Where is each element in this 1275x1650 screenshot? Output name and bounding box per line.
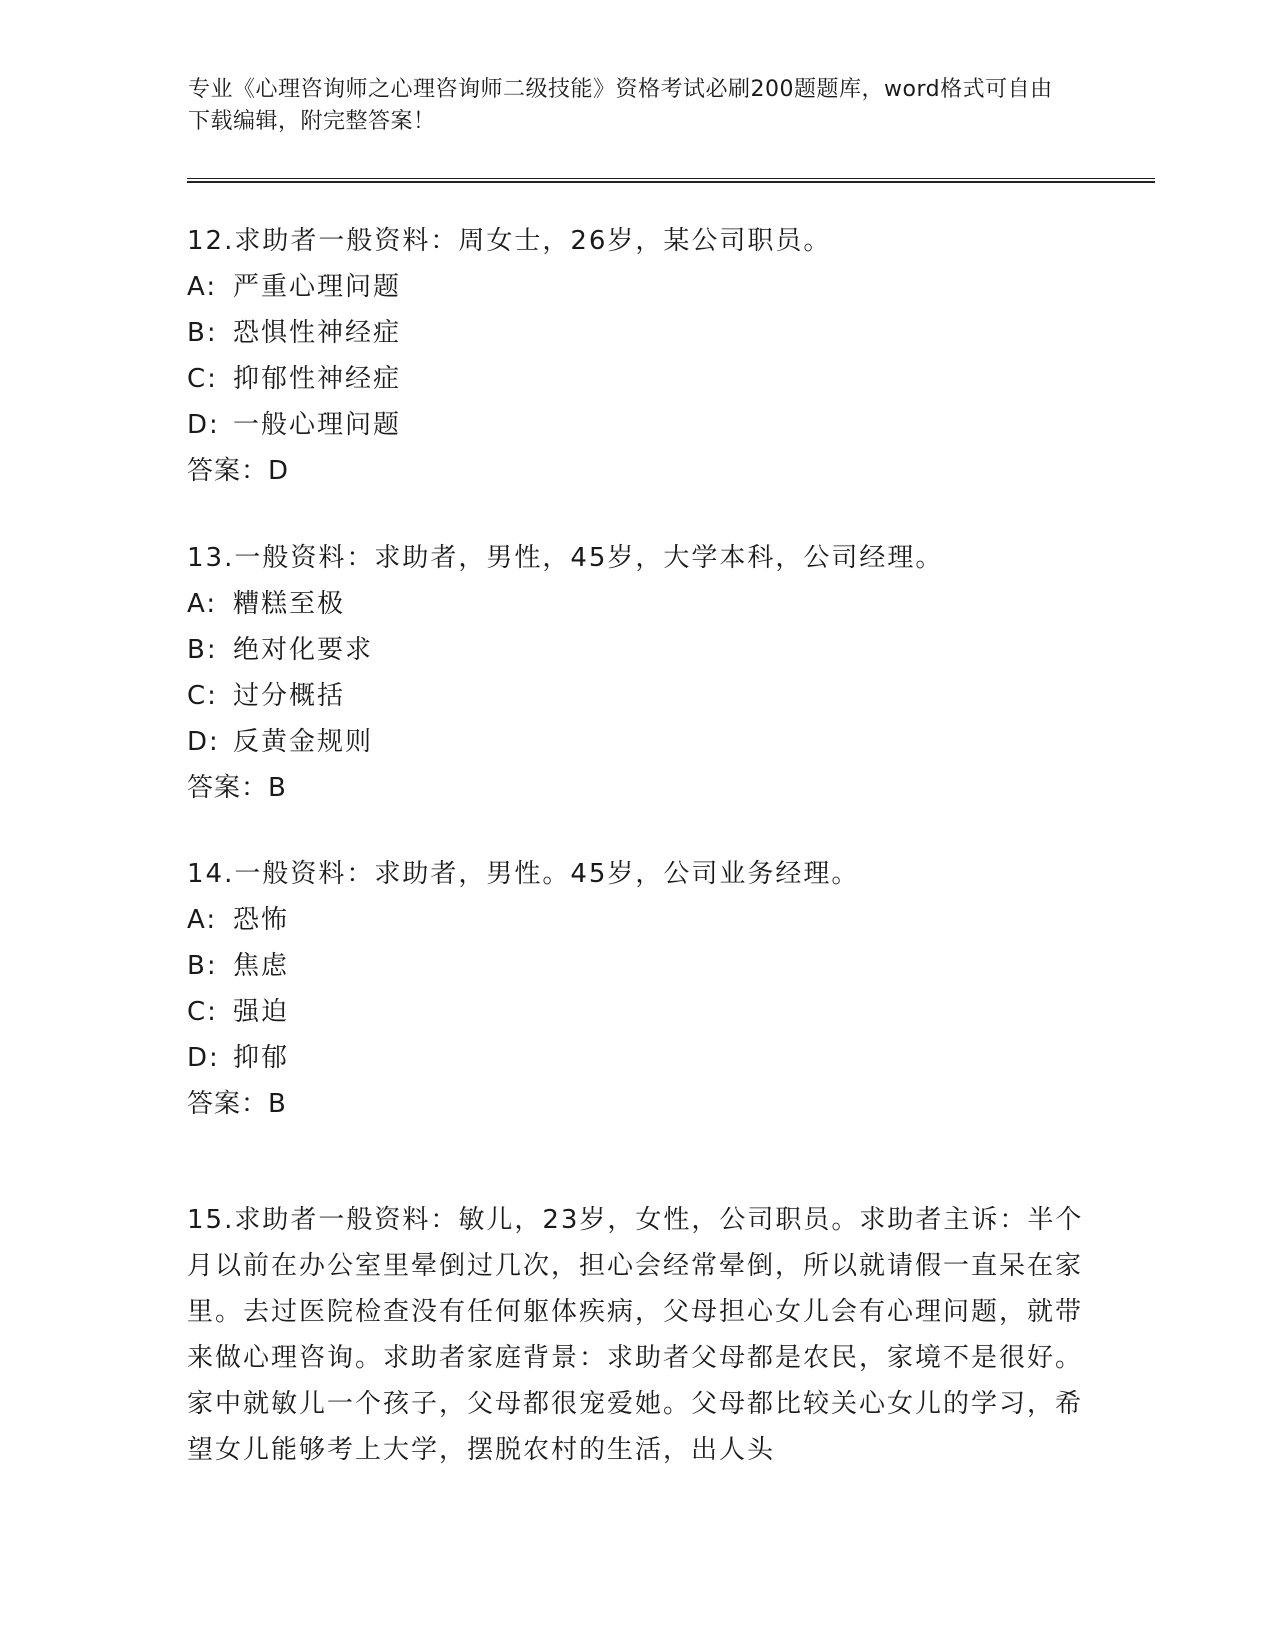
option-text: 强迫 (233, 997, 290, 1027)
option-d (187, 719, 1087, 765)
answer-line: 答案：B (187, 773, 287, 803)
option-letter: D: (187, 1043, 220, 1073)
option-c (187, 673, 1087, 719)
option-text: 焦虑 (233, 951, 290, 981)
option-letter: C: (187, 681, 218, 711)
option-text: 过分概括 (233, 681, 346, 711)
option-letter: C: (187, 364, 218, 394)
question-stem: 13.一般资料：求助者，男性，45岁，大学本科，公司经理。 (187, 543, 944, 573)
option-d (187, 402, 1087, 448)
option-a (187, 581, 1087, 627)
option-text: 恐怖 (233, 905, 290, 935)
option-text: 糟糕至极 (233, 589, 346, 619)
question-13 (187, 535, 1087, 811)
question-14 (187, 851, 1087, 1127)
option-b (187, 627, 1087, 673)
option-b (187, 310, 1087, 356)
option-text: 严重心理问题 (233, 272, 402, 302)
option-letter: B: (187, 318, 218, 348)
option-a (187, 897, 1087, 943)
option-text: 反黄金规则 (233, 727, 374, 757)
option-a (187, 264, 1087, 310)
option-letter: D: (187, 727, 220, 757)
option-c (187, 356, 1087, 402)
question-stem: 14.一般资料：求助者，男性。45岁，公司业务经理。 (187, 859, 860, 889)
option-letter: B: (187, 635, 218, 665)
question-12 (187, 218, 1087, 494)
question-15-text: 15.求助者一般资料：敏儿，23岁，女性，公司职员。求助者主诉：半个月以前在办公室里晕倒过几次，担心会经常晕倒，所以就请假一直呆在家里。去过医院检查没有任何躯体疾病，父母担心女儿会有心理问题，就带来做心理咨询。求助者家庭背景：求助者父母都是农民，家境不是很好。家中就敏儿一个孩子，父母都很宠爱她。父母都比较关心女儿的学习，希望女儿能够考上大学，摆脱农村的生活，出人头 (187, 1205, 1084, 1465)
document-header: 专业《心理咨询师之心理咨询师二级技能》资格考试必刷200题题库，word格式可自由下载编辑，附完整答案！ (188, 77, 1053, 134)
option-letter: B: (187, 951, 218, 981)
option-c (187, 989, 1087, 1035)
answer-line: 答案：B (187, 1089, 287, 1119)
option-text: 恐惧性神经症 (233, 318, 402, 348)
option-text: 抑郁性神经症 (233, 364, 402, 394)
question-stem: 12.求助者一般资料：周女士，26岁，某公司职员。 (187, 226, 832, 256)
option-text: 抑郁 (233, 1043, 290, 1073)
option-text: 一般心理问题 (233, 410, 402, 440)
option-d (187, 1035, 1087, 1081)
option-letter: A: (187, 589, 218, 619)
option-text: 绝对化要求 (233, 635, 374, 665)
option-letter: C: (187, 997, 218, 1027)
answer-line: 答案：D (187, 456, 290, 486)
option-letter: A: (187, 905, 218, 935)
header-divider (187, 178, 1155, 183)
option-letter: D: (187, 410, 220, 440)
option-letter: A: (187, 272, 218, 302)
option-b (187, 943, 1087, 989)
